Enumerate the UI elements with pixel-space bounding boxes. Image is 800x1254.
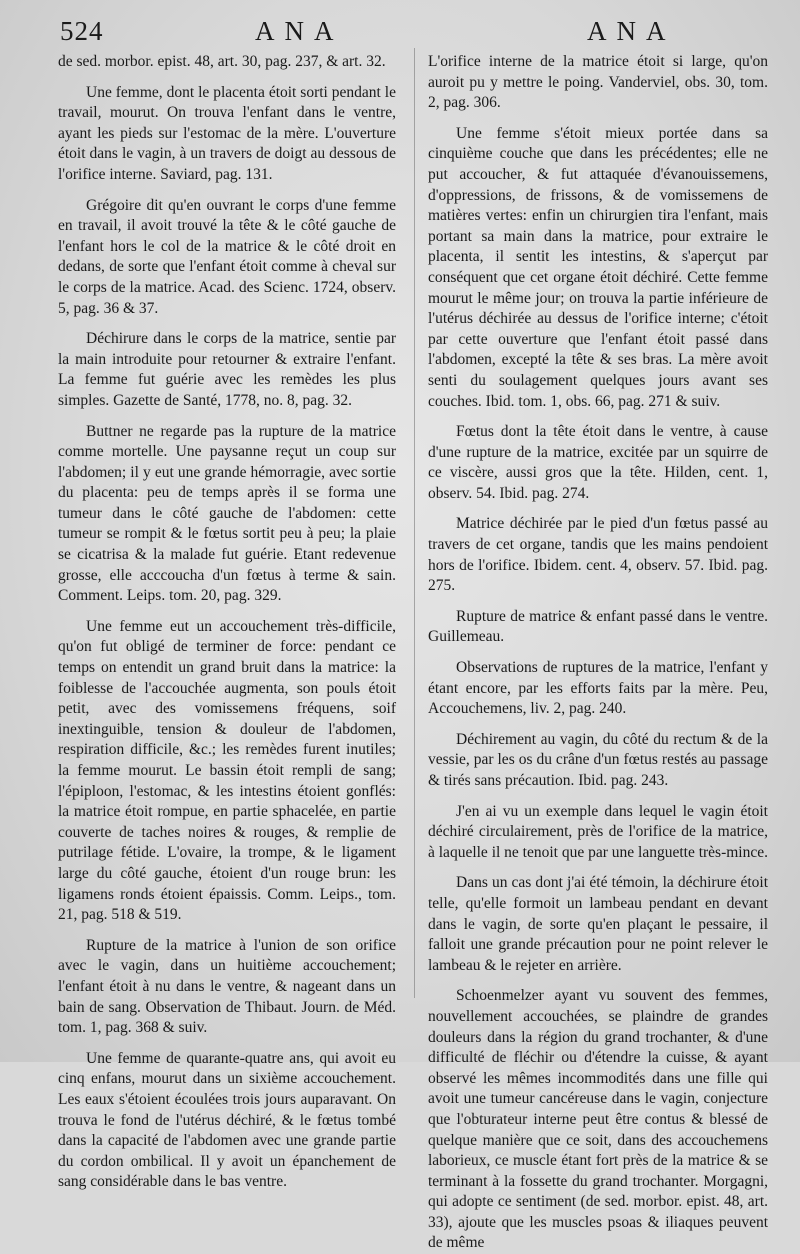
left-column: [58, 52, 396, 1191]
paragraph: Déchirement au vagin, du côté du rectum & de la vessie, par les os du crâne d'un fœtus restés au passage & tirés sans précaution. Ibid. pag. 243.: [428, 730, 768, 789]
paragraph: Une femme, dont le placenta étoit sorti pendant le travail, mourut. On trouva l'enfant dans le ventre, ayant les pieds sur l'estomac de la mère. L'ouverture étoit dans le vagin, à un travers de doigt au dessous de l'orifice interne. Saviard, pag. 131.: [58, 83, 396, 183]
paragraph: Schoenmelzer ayant vu souvent des femmes, nouvellement accouchées, se plaindre de grandes douleurs dans la région du grand trochanter, & d'une difficulté de fléchir ou d'étendre la cuisse, & ayant observé les mêmes incommodités dans une fille qui avoit une tumeur cancéreuse dans le vagin, conjecture que l'obturateur interne peut être contus & blessé de quelque manière que ce soit, dans des accouchemens laborieux, ce muscle étant fort près de la matrice & se terminant à la fossette du grand trochanter. Morgagni, qui adopte ce sentiment (de sed. morbor. epist. 48, art. 33), ajoute que les muscles psoas & iliaques peuvent de même: [428, 987, 768, 1252]
column-divider: [414, 48, 415, 998]
running-head-left: ANA: [255, 16, 344, 46]
paragraph: Buttner ne regarde pas la rupture de la matrice comme mortelle. Une paysanne reçut un coup sur l'abdomen; il y eut une grande hémorragie, avec sortie du placenta: peu de temps après il se forma une tumeur dans le côté gauche de l'abdomen: cette tumeur se rompit & le fœtus sortit peu à peu; la plaie se cicatrisa & la malade fut guérie. Etant redevenue grosse, elle acccoucha d'un fœtus à terme & sain. Comment. Leips. tom. 20, pag. 329.: [58, 422, 396, 605]
paragraph: Une femme s'étoit mieux portée dans sa cinquième couche que dans les précédentes; elle ne put accoucher, & fut attaquée d'évanouissemens, d'oppressions, de frissons, & de vomissemens de matières vertes: enfin un chirurgien tira l'enfant, mais portant sa main dans la matrice, pour extraire le placenta, il sentit les intestins, & s'aperçut par conséquent que cet organe étoit déchiré. Cette femme mourut le même jour; on trouva la partie inférieure de l'utérus déchirée au dessus de l'orifice interne; c'étoit par cette ouverture que l'enfant étoit passé dans l'abdomen, excepté la tête & ses bras. La mère avoit senti du soulagement quelques jours avant ses couches. Ibid. tom. 1, obs. 66, pag. 271 & suiv.: [428, 124, 768, 410]
paragraph: Grégoire dit qu'en ouvrant le corps d'une femme en travail, il avoit trouvé la tête & le côté gauche de l'enfant hors le col de la matrice & le côté droit en dedans, de sorte que l'enfant étoit comme à cheval sur le corps de la matrice. Acad. des Scienc. 1724, observ. 5, pag. 36 & 37.: [58, 196, 396, 317]
page-header: [60, 14, 770, 50]
paragraph: Rupture de la matrice à l'union de son orifice avec le vagin, dans un huitième accouchement; l'enfant étoit à nu dans le ventre, & nageant dans un bain de sang. Observation de Thibaut. Journ. de Méd. tom. 1, pag. 368 & suiv.: [58, 936, 396, 1037]
paragraph: Déchirure dans le corps de la matrice, sentie par la main introduite pour retourner & extraire l'enfant. La femme fut guérie avec les remèdes les plus simples. Gazette de Santé, 1778, no. 8, pag. 32.: [58, 330, 396, 409]
page-number: 524: [60, 16, 104, 46]
paragraph: Fœtus dont la tête étoit dans le ventre, à cause d'une rupture de la matrice, excitée par un squirre de ce viscère, aussi gros que la tête. Hilden, cent. 1, observ. 54. Ibid. pag. 274.: [428, 423, 768, 502]
paragraph: Rupture de matrice & enfant passé dans le ventre. Guillemeau.: [428, 607, 768, 646]
paragraph: Une femme de quarante-quatre ans, qui avoit eu cinq enfans, mourut dans un sixième accouchement. Les eaux s'étoient écoulées trois jours auparavant. On trouva le fond de l'utérus déchiré, & le fœtus tombé dans la capacité de l'abdomen avec une grande partie du cordon ombilical. Il y avoit un épanchement de sang considérable dans le bas ventre.: [58, 1049, 396, 1191]
paragraph: Dans un cas dont j'ai été témoin, la déchirure étoit telle, qu'elle formoit un lambeau pendant en devant dans le vagin, de sorte qu'en plaçant le pessaire, il falloit une grande précaution pour ne point relever le lambeau & le rejeter en arrière.: [428, 874, 768, 974]
paragraph: Observations de ruptures de la matrice, l'enfant y étant encore, par les efforts faits par la mère. Peu, Accouchemens, liv. 2, pag. 240.: [428, 659, 768, 718]
paragraph: Une femme eut un accouchement très-difficile, qu'on fut obligé de terminer de force: pendant ce temps on entendit un grand bruit dans la matrice: la foiblesse de l'accouchée augmenta, son pouls étoit petit, avec des vomissemens fréquens, soif inextinguible, tension & douleur de l'abdomen, respiration difficile, &c.; les remèdes furent inutiles; la femme mourut. Le bassin étoit rempli de sang; l'épiploon, l'estomac, & les intestins étoient gonflés: la matrice étoit rompue, en partie sphacelée, en partie couverte de taches noires & rouges, & remplie de putrilage fétide. L'ovaire, la trompe, & le ligament large du côté gauche, étoient d'un rouge brun: les ligamens ronds étoient épaissis. Comm. Leips., tom. 21, pag. 518 & 519.: [58, 617, 396, 924]
paragraph: J'en ai vu un exemple dans lequel le vagin étoit déchiré circulairement, près de l'orifice de la matrice, à laquelle il ne tenoit que par une languette très-mince.: [428, 802, 769, 861]
right-column: [428, 52, 769, 1252]
running-head-right: ANA: [587, 16, 676, 46]
paragraph: de sed. morbor. epist. 48, art. 30, pag. 237, & art. 32.: [58, 53, 386, 70]
paragraph: L'orifice interne de la matrice étoit si large, qu'on auroit pu y mettre le poing. Vanderviel, obs. 30, tom. 2, pag. 306.: [428, 53, 768, 112]
paragraph: Matrice déchirée par le pied d'un fœtus passé au travers de cet organe, tandis que les mains pendoient hors de l'orifice. Ibidem. cent. 4, observ. 57. Ibid. pag. 275.: [428, 515, 768, 595]
